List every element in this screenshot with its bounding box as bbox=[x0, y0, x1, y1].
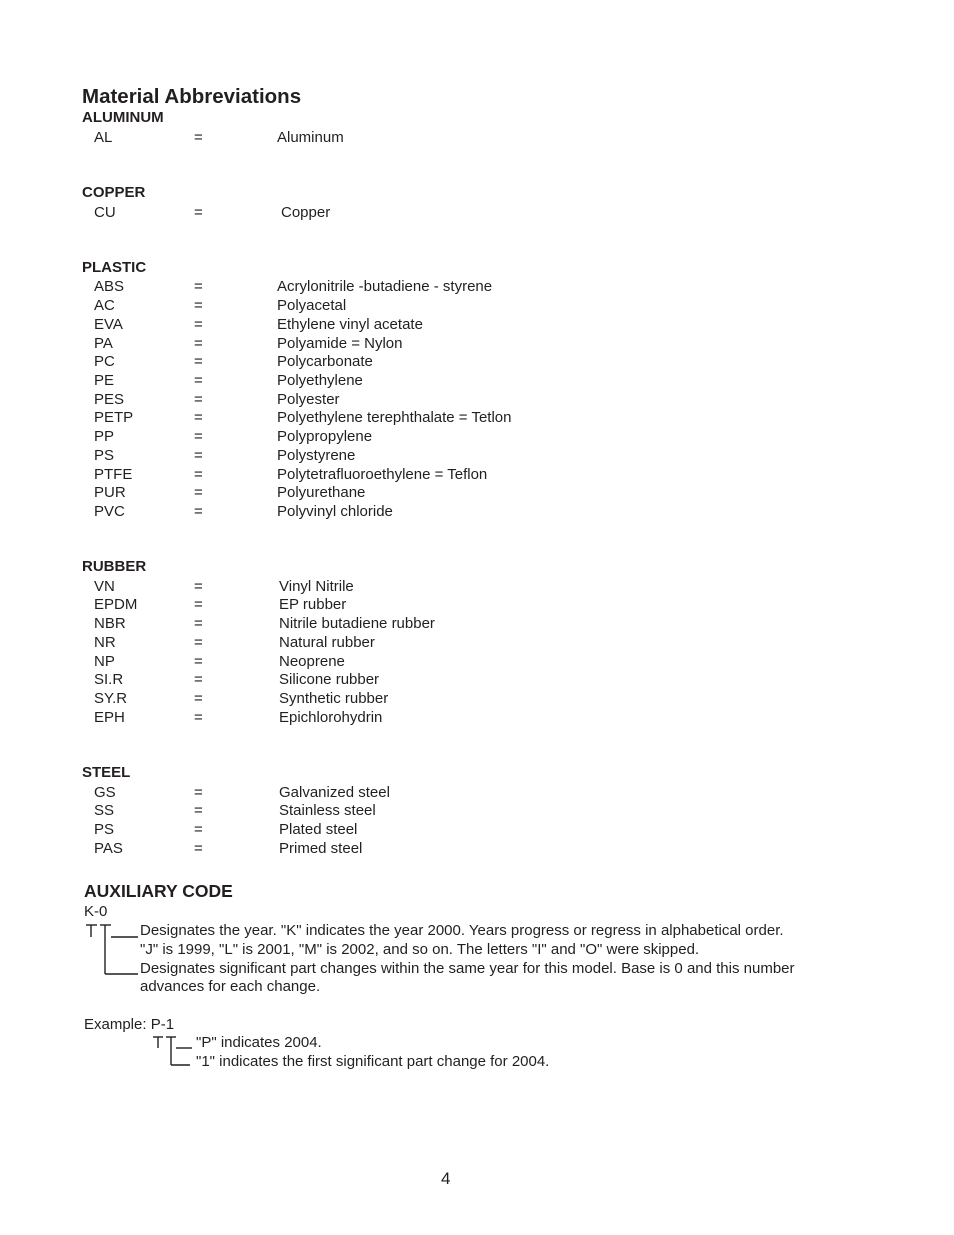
definition: Polyethylene terephthalate = Tetlon bbox=[277, 409, 512, 426]
definition: Silicone rubber bbox=[279, 671, 380, 688]
abbreviation: EPH bbox=[94, 709, 125, 726]
definition: Acrylonitrile -butadiene - styrene bbox=[277, 278, 493, 295]
abbreviation: NP bbox=[94, 653, 115, 670]
abbreviation: PS bbox=[94, 447, 115, 464]
abbreviation: SS bbox=[94, 802, 115, 819]
equals-sign: = bbox=[194, 353, 203, 370]
abbreviation: PC bbox=[94, 353, 115, 370]
abbreviation: ABS bbox=[94, 278, 125, 295]
equals-sign: = bbox=[194, 784, 203, 801]
abbreviation: PP bbox=[94, 428, 115, 445]
equals-sign: = bbox=[194, 372, 203, 389]
definition: Nitrile butadiene rubber bbox=[279, 615, 435, 632]
equals-sign: = bbox=[194, 204, 203, 221]
equals-sign: = bbox=[194, 690, 203, 707]
equals-sign: = bbox=[194, 503, 203, 520]
abbreviation: PTFE bbox=[94, 466, 133, 483]
equals-sign: = bbox=[194, 466, 203, 483]
abbreviation: AL bbox=[94, 129, 113, 146]
definition: Polyvinyl chloride bbox=[277, 503, 393, 520]
abbreviation: EVA bbox=[94, 316, 123, 333]
equals-sign: = bbox=[194, 428, 203, 445]
equals-sign: = bbox=[194, 671, 203, 688]
equals-sign: = bbox=[194, 653, 203, 670]
page-title: Material Abbreviations bbox=[82, 85, 302, 108]
abbreviation: NBR bbox=[94, 615, 126, 632]
equals-sign: = bbox=[194, 840, 203, 857]
abbreviation: NR bbox=[94, 634, 116, 651]
definition: Polytetrafluoroethylene = Teflon bbox=[277, 466, 488, 483]
equals-sign: = bbox=[194, 615, 203, 632]
section-heading-rubber: RUBBER bbox=[82, 558, 147, 575]
definition: Polyamide = Nylon bbox=[277, 335, 403, 352]
definition: Natural rubber bbox=[279, 634, 375, 651]
definition: Neoprene bbox=[279, 653, 345, 670]
definition: Polystyrene bbox=[277, 447, 356, 464]
definition: Plated steel bbox=[279, 821, 358, 838]
definition: Copper bbox=[281, 204, 331, 221]
example-label: Example: P-1 bbox=[84, 1016, 175, 1033]
definition: Aluminum bbox=[277, 129, 344, 146]
definition: Stainless steel bbox=[279, 802, 376, 819]
definition: EP rubber bbox=[279, 596, 347, 613]
abbreviation: PE bbox=[94, 372, 115, 389]
abbreviation: PAS bbox=[94, 840, 123, 857]
abbreviation: PUR bbox=[94, 484, 126, 501]
section-heading-steel: STEEL bbox=[82, 764, 131, 781]
example-line-1: "P" indicates 2004. bbox=[196, 1034, 322, 1051]
abbreviation: EPDM bbox=[94, 596, 138, 613]
equals-sign: = bbox=[194, 596, 203, 613]
change-description-line-1: Designates significant part changes within the same year for this model. Base is 0 and this number bbox=[140, 960, 795, 977]
equals-sign: = bbox=[194, 634, 203, 651]
section-heading-auxiliary-code: AUXILIARY CODE bbox=[84, 881, 233, 901]
equals-sign: = bbox=[194, 297, 203, 314]
equals-sign: = bbox=[194, 709, 203, 726]
equals-sign: = bbox=[194, 578, 203, 595]
definition: Polyester bbox=[277, 391, 340, 408]
abbreviation: GS bbox=[94, 784, 116, 801]
equals-sign: = bbox=[194, 391, 203, 408]
year-description-line-1: Designates the year. "K" indicates the year 2000. Years progress or regress in alphabetical order. bbox=[140, 922, 784, 939]
definition: Primed steel bbox=[279, 840, 363, 857]
abbreviation: PES bbox=[94, 391, 125, 408]
equals-sign: = bbox=[194, 278, 203, 295]
definition: Polyurethane bbox=[277, 484, 366, 501]
page-number: 4 bbox=[441, 1169, 451, 1188]
definition: Vinyl Nitrile bbox=[279, 578, 354, 595]
abbreviation: SI.R bbox=[94, 671, 124, 688]
abbreviation: PETP bbox=[94, 409, 134, 426]
section-heading-plastic: PLASTIC bbox=[82, 259, 147, 276]
example-line-2: "1" indicates the first significant part change for 2004. bbox=[196, 1053, 550, 1070]
definition: Epichlorohydrin bbox=[279, 709, 383, 726]
definition: Galvanized steel bbox=[279, 784, 390, 801]
definition: Polyethylene bbox=[277, 372, 363, 389]
year-description-line-2: "J" is 1999, "L" is 2001, "M" is 2002, and so on. The letters "I" and "O" were skipped. bbox=[140, 941, 700, 958]
auxiliary-code-example: K-0 bbox=[84, 903, 108, 920]
definition: Polyacetal bbox=[277, 297, 347, 314]
abbreviation: AC bbox=[94, 297, 115, 314]
equals-sign: = bbox=[194, 335, 203, 352]
equals-sign: = bbox=[194, 129, 203, 146]
equals-sign: = bbox=[194, 409, 203, 426]
definition: Polycarbonate bbox=[277, 353, 373, 370]
abbreviation: VN bbox=[94, 578, 115, 595]
section-heading-aluminum: ALUMINUM bbox=[82, 109, 164, 126]
abbreviation: PA bbox=[94, 335, 113, 352]
abbreviation: SY.R bbox=[94, 690, 128, 707]
section-heading-copper: COPPER bbox=[82, 184, 146, 201]
definition: Ethylene vinyl acetate bbox=[277, 316, 423, 333]
equals-sign: = bbox=[194, 484, 203, 501]
equals-sign: = bbox=[194, 821, 203, 838]
equals-sign: = bbox=[194, 447, 203, 464]
abbreviation: CU bbox=[94, 204, 116, 221]
equals-sign: = bbox=[194, 316, 203, 333]
abbreviation: PS bbox=[94, 821, 115, 838]
equals-sign: = bbox=[194, 802, 203, 819]
change-description-line-2: advances for each change. bbox=[140, 978, 321, 995]
definition: Synthetic rubber bbox=[279, 690, 389, 707]
abbreviation: PVC bbox=[94, 503, 125, 520]
definition: Polypropylene bbox=[277, 428, 373, 445]
